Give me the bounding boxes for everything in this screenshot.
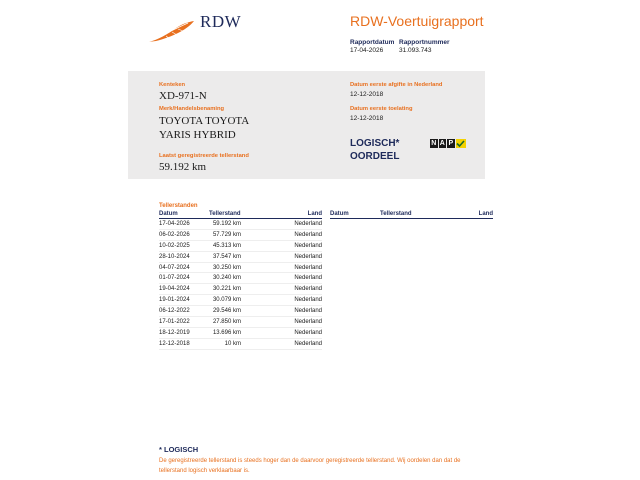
table-row [159,230,322,241]
table-row [159,339,322,350]
first-admission-value: 12-12-2018 [350,115,384,122]
report-date-value: 17-04-2026 [350,47,384,54]
verdict-line-2: OORDEEL [350,151,400,162]
table-header [330,211,493,219]
make-line-1: TOYOTA TOYOTA [159,115,250,127]
table-row [159,263,322,274]
make-line-2: YARIS HYBRID [159,129,236,141]
table-row [159,219,322,230]
row-land: Nederland [294,221,322,227]
row-km: 59.192 km [212,221,241,227]
make-label: Merk/Handelsbenaming [159,106,225,112]
row-date: 10-02-2025 [159,242,190,249]
row-land: Nederland [294,242,322,249]
feather-icon [146,20,196,44]
verdict-line-1: LOGISCH* [350,138,400,149]
plate-label: Kenteken [159,82,186,88]
row-km: 30.221 km [212,286,241,293]
header-land: Land [307,211,322,217]
row-land: Nederland [294,264,322,271]
header-km: Tellerstand [209,211,241,217]
report-date [350,39,394,54]
odometer-label: Laatst geregistreerde tellerstand [159,153,249,159]
row-km: 45.313 km [212,242,241,249]
row-land: Nederland [294,329,322,336]
row-date: 28-10-2024 [159,253,190,260]
report-number [399,39,450,54]
header-date: Datum [159,211,178,217]
table-row [159,295,322,306]
row-km: 13.696 km [212,329,241,336]
first-nl-label: Datum eerste afgifte in Nederland [350,82,443,88]
header-date: Datum [330,211,349,217]
odometer-value: 59.192 km [159,161,207,173]
row-km: 37.547 km [212,253,241,260]
row-date: 04-07-2024 [159,264,190,271]
row-km: 29.546 km [212,308,241,315]
row-land: Nederland [294,231,322,238]
row-date: 18-12-2019 [159,329,190,336]
nap-letter-a: A [439,139,445,147]
row-date: 19-01-2024 [159,297,190,304]
row-land: Nederland [294,275,322,282]
row-land: Nederland [294,308,322,315]
rdw-logo [146,12,346,48]
row-km: 30.079 km [212,297,241,304]
report-number-label: Rapportnummer [399,39,450,46]
nap-logo [430,137,466,149]
tellerstanden-table-left [159,211,322,350]
row-date: 19-04-2024 [159,286,190,293]
table-row [159,284,322,295]
row-date: 12-12-2018 [159,340,190,347]
row-km: 30.250 km [212,264,241,271]
row-land: Nederland [294,286,322,293]
row-km: 10 km [224,340,241,347]
report-number-value: 31.093.743 [399,47,432,54]
table-body [159,219,322,350]
table-row [159,317,322,328]
row-date: 17-01-2022 [159,319,190,326]
vehicle-panel [128,71,485,179]
row-km: 27.850 km [212,319,241,326]
row-km: 30.240 km [212,275,241,282]
plate-value: XD-971-N [159,90,207,102]
row-land: Nederland [294,297,322,304]
nap-check-icon [456,139,466,148]
table-row [159,306,322,317]
header-km: Tellerstand [380,211,412,217]
table-row [159,241,322,252]
row-date: 06-02-2026 [159,231,190,238]
footnote-text: De geregistreerde tellerstand is steeds hoger dan de daarvoor geregistreerde tellerstand. Wij oordelen dan dat de tellerstand logisch verklaarbaar is. [159,458,461,474]
row-date: 01-07-2024 [159,275,190,282]
row-date: 06-12-2022 [159,308,190,315]
table-row [159,328,322,339]
report-date-label: Rapportdatum [350,39,395,46]
header-land: Land [478,211,493,217]
footnote-title: * LOGISCH [159,445,199,454]
tellerstanden-table-right [330,211,493,219]
row-date: 17-04-2026 [159,221,190,227]
row-land: Nederland [294,253,322,260]
nap-letter-n: N [431,139,437,147]
table-header [159,211,322,219]
verdict [350,137,399,163]
first-admission-label: Datum eerste toelating [350,106,413,112]
report-title: RDW-Voertuigrapport [350,13,484,29]
table-row [159,273,322,284]
row-km: 57.729 km [212,231,241,238]
row-land: Nederland [294,340,322,347]
brand-name: RDW [200,12,242,31]
tellerstanden-title: Tellerstanden [159,203,198,209]
table-row [159,252,322,263]
row-land: Nederland [294,319,322,326]
nap-letter-p: P [448,139,454,147]
first-nl-value: 12-12-2018 [350,91,384,98]
